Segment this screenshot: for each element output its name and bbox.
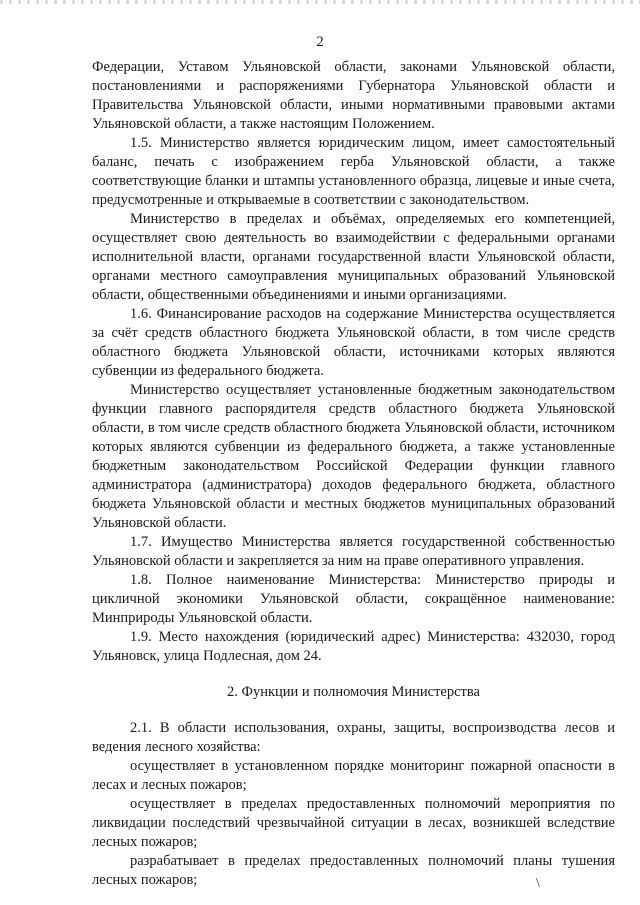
list-item-fire-plans: разрабатывает в пределах предоставленных полномочий планы тушения лесных пожаров; xyxy=(92,853,615,888)
paragraph-1-6: 1.6. Финансирование расходов на содержание Министерства осуществляется за счёт средств областного бюджета Ульяновской области, в том числе средств областного бюджета Ульяновской области, источниками которых являются субвенции из федерального бюджета. xyxy=(92,306,615,379)
paragraph-1-5: 1.5. Министерство является юридическим лицом, имеет самостоятельный баланс, печать с изображением герба Ульяновской области, а также соответствующие бланки и штампы установленного образца, лицевые и иные счета, предусмотренные и открываемые в соответствии с законодательством. xyxy=(92,135,615,208)
paragraph-1-9: 1.9. Место нахождения (юридический адрес) Министерства: 432030, город Ульяновск, улица Подлесная, дом 24. xyxy=(92,629,615,664)
paragraph-continuation: Федерации, Уставом Ульяновской области, законами Ульяновской области, постановлениями и распоряжениями Губернатора Ульяновской области и Правительства Ульяновской области, иными нормативными правовыми актами Ульяновской области, а также настоящим Положением. xyxy=(92,59,615,132)
document-body xyxy=(92,58,615,890)
scan-edge-artifact xyxy=(0,0,640,4)
list-item-liquidation: осуществляет в пределах предоставленных полномочий мероприятия по ликвидации последствий чрезвычайной ситуации в лесах, возникшей вследствие лесных пожаров; xyxy=(92,796,615,850)
paragraph-interaction: Министерство в пределах и объёмах, определяемых его компетенцией, осуществляет свою деятельность во взаимодействии с федеральными органами исполнительной власти, органами государственной власти Ульяновской области, органами местного самоуправления муниципальных образований Ульяновской области, общественными объединениями и иными организациями. xyxy=(92,211,615,303)
section-heading: 2. Функции и полномочия Министерства xyxy=(227,684,480,700)
list-item-monitoring: осуществляет в установленном порядке мониторинг пожарной опасности в лесах и лесных пожаров; xyxy=(92,758,615,793)
paragraph-1-8: 1.8. Полное наименование Министерства: Министерство природы и цикличной экономики Ульяновской области, сокращённое наименование: Минприроды Ульяновской области. xyxy=(92,572,615,626)
page-number: 2 xyxy=(316,34,324,50)
paragraph-budget-functions: Министерство осуществляет установленные бюджетным законодательством функции главного распорядителя средств областного бюджета Ульяновской области, в том числе средств областного бюджета Ульяновской области, источником которых являются субвенции из федерального бюджета, а также установленные бюджетным законодательством Российской Федерации функции главного администратора (администратора) доходов федерального бюджета, областного бюджета Ульяновской области и местных бюджетов муниципальных образований Ульяновской области. xyxy=(92,382,615,531)
paragraph-2-1: 2.1. В области использования, охраны, защиты, воспроизводства лесов и ведения лесного хозяйства: xyxy=(92,720,615,755)
scan-mark: \ xyxy=(536,876,540,891)
paragraph-1-7: 1.7. Имущество Министерства является государственной собственностью Ульяновской области и закрепляется за ним на праве оперативного управления. xyxy=(92,534,615,569)
